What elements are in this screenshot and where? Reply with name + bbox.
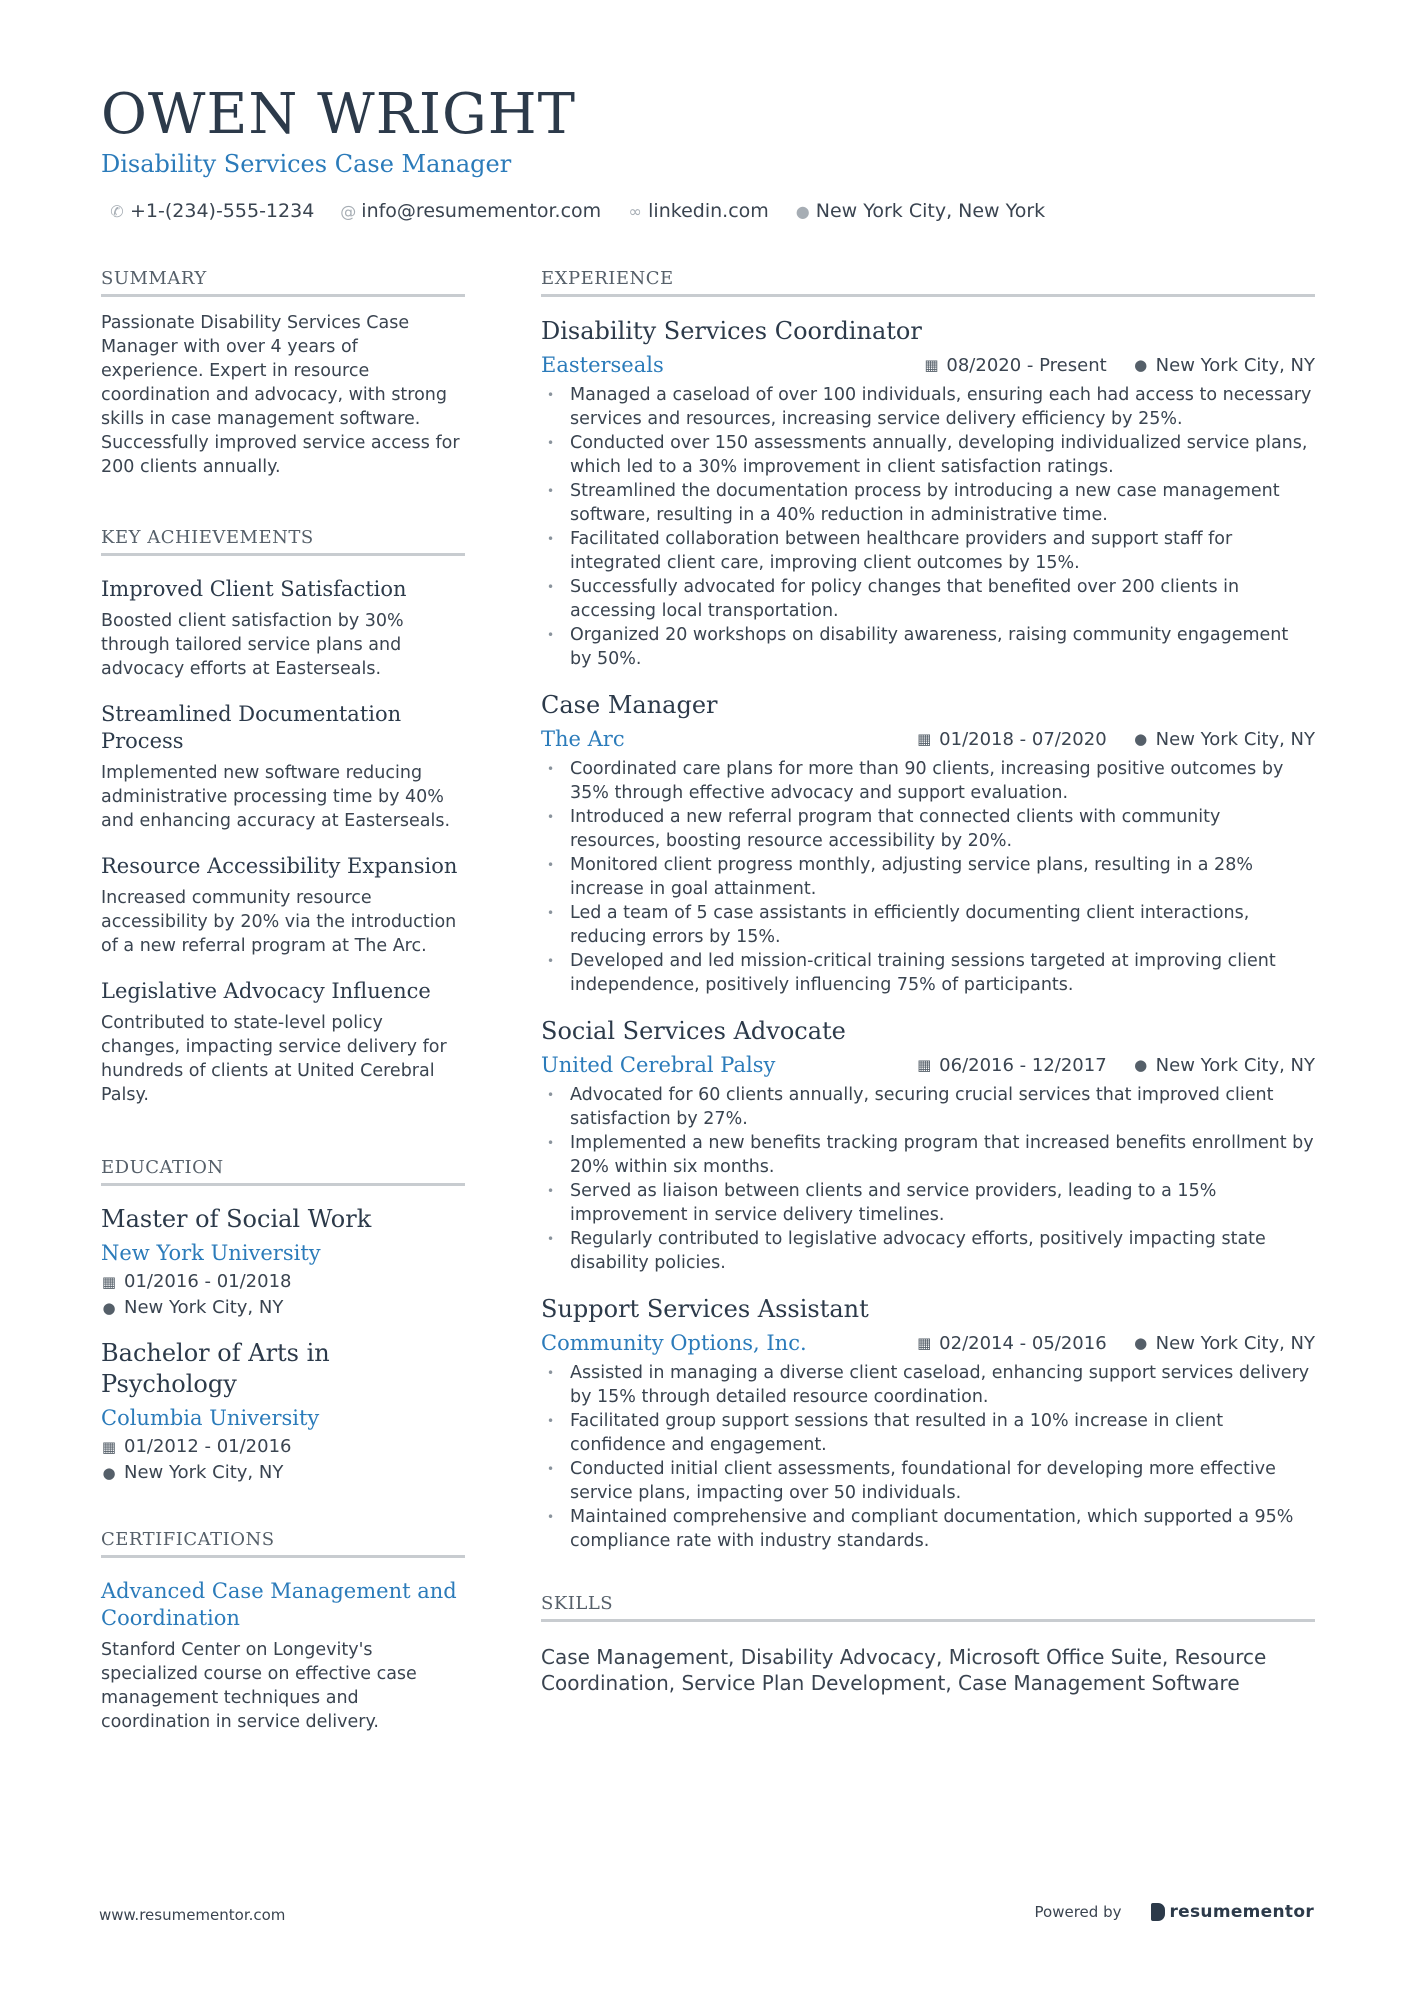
list-item: • Conducted over 150 assessments annually, developing individualized service plans, which led to a 30% improvement in client satisfaction ratings.: [541, 431, 1315, 479]
job-location: [1133, 729, 1315, 750]
job-title: Case Manager: [541, 691, 718, 719]
achievement-item: [101, 576, 465, 681]
contact-email[interactable]: [340, 200, 601, 222]
job-entry: [541, 1293, 1315, 1553]
list-item: • Managed a caseload of over 100 individuals, ensuring each had access to necessary services and resources, increasing service delivery efficiency by 25%.: [541, 383, 1315, 431]
list-item: • Assisted in managing a diverse client caseload, enhancing support services delivery by 15% through detailed resource coordination.: [541, 1361, 1315, 1409]
summary-section: [101, 268, 465, 479]
achievement-item: [101, 978, 465, 1107]
location-text: New York City, NY: [124, 1462, 284, 1483]
candidate-title: Disability Services Case Manager: [101, 150, 512, 178]
job-bullets: [541, 383, 1315, 671]
achievement-title: Legislative Advocacy Influence: [101, 979, 431, 1003]
achievement-title: Streamlined Documentation Process: [101, 702, 402, 753]
map-pin-icon: ●: [1134, 1056, 1148, 1074]
footer-website[interactable]: www.resumementor.com: [99, 1906, 286, 1924]
dates-text: 01/2018 - 07/2020: [939, 728, 1107, 750]
phone-icon: ✆: [110, 201, 124, 221]
school-name: Columbia University: [101, 1406, 320, 1430]
education-item: [101, 1204, 465, 1320]
location-text: New York City, NY: [1155, 1332, 1315, 1354]
achievement-text: Boosted client satisfaction by 30% through tailored service plans and advocacy efforts at Easterseals.: [101, 611, 404, 679]
education-dates: [101, 1435, 465, 1459]
brand-logo[interactable]: [1151, 1902, 1314, 1922]
experience-section: [541, 268, 1315, 1553]
map-pin-icon: ●: [1134, 356, 1148, 374]
list-item: • Facilitated collaboration between healthcare providers and support staff for integrated client care, improving client outcomes by 15%.: [541, 527, 1315, 575]
list-item: • Led a team of 5 case assistants in efficiently documenting client interactions, reducing errors by 15%.: [541, 901, 1315, 949]
location-text: New York City, NY: [1155, 728, 1315, 750]
map-pin-icon: ●: [102, 1464, 116, 1482]
job-location: [1133, 1055, 1315, 1076]
list-item: • Maintained comprehensive and compliant documentation, which supported a 95% compliance rate with industry standards.: [541, 1505, 1315, 1553]
degree-name: Bachelor of Arts in Psychology: [101, 1339, 330, 1398]
location-text: New York City, NY: [124, 1297, 284, 1318]
job-dates: [916, 1333, 1107, 1354]
job-row: [541, 1329, 1315, 1357]
link-icon: ∞: [628, 201, 642, 221]
calendar-icon: ▦: [924, 356, 939, 374]
job-title: Disability Services Coordinator: [541, 317, 922, 345]
calendar-icon: ▦: [917, 730, 932, 748]
job-company: Community Options, Inc.: [541, 1331, 807, 1355]
education-section: [101, 1157, 465, 1485]
calendar-icon: ▦: [101, 1438, 117, 1456]
certifications-heading: CERTIFICATIONS: [101, 1529, 465, 1558]
job-company: Easterseals: [541, 353, 664, 377]
dates-text: 08/2020 - Present: [946, 354, 1107, 376]
map-pin-icon: ●: [102, 1299, 116, 1317]
job-dates: [916, 1055, 1107, 1076]
job-row: [541, 725, 1315, 753]
job-company: The Arc: [541, 727, 625, 751]
job-dates: [916, 729, 1107, 750]
job-row: [541, 1051, 1315, 1079]
achievement-title: Resource Accessibility Expansion: [101, 854, 458, 878]
job-dates: [923, 355, 1106, 376]
summary-heading: SUMMARY: [101, 268, 465, 297]
list-item: • Served as liaison between clients and service providers, leading to a 15% improvement in service delivery timelines.: [541, 1179, 1315, 1227]
job-company: United Cerebral Palsy: [541, 1053, 776, 1077]
skills-text: Case Management, Disability Advocacy, Microsoft Office Suite, Resource Coordination, Service Plan Development, Case Management Software: [541, 1645, 1267, 1695]
summary-text: Passionate Disability Services Case Manager with over 4 years of experience. Expert in resource coordination and advocacy, with strong skills in case management software. Successfully improved service access for 200 clients annually.: [101, 313, 460, 477]
certification-title: Advanced Case Management and Coordination: [101, 1579, 457, 1630]
calendar-icon: ▦: [917, 1056, 932, 1074]
degree-name: Master of Social Work: [101, 1205, 372, 1233]
list-item: • Conducted initial client assessments, foundational for developing more effective service plans, impacting over 50 individuals.: [541, 1457, 1315, 1505]
education-heading: EDUCATION: [101, 1157, 465, 1186]
job-bullets: [541, 757, 1315, 997]
contact-phone: [109, 200, 314, 222]
candidate-name: OWEN WRIGHT: [101, 82, 576, 147]
contact-bar: [109, 200, 1045, 222]
right-column: [541, 268, 1315, 1696]
job-title: Support Services Assistant: [541, 1295, 869, 1323]
skills-section: [541, 1593, 1315, 1696]
job-entry: [541, 1015, 1315, 1275]
location-text: New York City, NY: [1155, 1054, 1315, 1076]
education-location: [101, 1296, 465, 1320]
achievement-text: Increased community resource accessibility by 20% via the introduction of a new referral program at The Arc.: [101, 888, 457, 956]
map-pin-icon: ●: [1134, 1334, 1148, 1352]
job-row: [541, 351, 1315, 379]
phone-text: +1-(234)-555-1234: [130, 200, 315, 222]
footer-powered: [1035, 1902, 1314, 1922]
achievements-heading: KEY ACHIEVEMENTS: [101, 527, 465, 556]
list-item: • Regularly contributed to legislative advocacy efforts, positively impacting state disability policies.: [541, 1227, 1315, 1275]
achievement-title: Improved Client Satisfaction: [101, 577, 407, 601]
map-pin-icon: ●: [1134, 730, 1148, 748]
job-location: [1133, 355, 1315, 376]
achievements-section: [101, 527, 465, 1107]
brand-mark-icon: [1151, 1903, 1165, 1921]
email-text[interactable]: info@resumementor.com: [361, 200, 602, 222]
school-name: New York University: [101, 1241, 321, 1265]
job-entry: [541, 315, 1315, 671]
list-item: • Successfully advocated for policy changes that benefited over 200 clients in accessing local transportation.: [541, 575, 1315, 623]
list-item: • Developed and led mission-critical training sessions targeted at improving client independence, positively influencing 75% of participants.: [541, 949, 1315, 997]
at-icon: @: [340, 201, 357, 221]
job-meta: [916, 1333, 1315, 1354]
education-location: [101, 1461, 465, 1485]
contact-location: [795, 200, 1045, 222]
list-item: • Monitored client progress monthly, adjusting service plans, resulting in a 28% increase in goal attainment.: [541, 853, 1315, 901]
list-item: • Implemented a new benefits tracking program that increased benefits enrollment by 20% within six months.: [541, 1131, 1315, 1179]
powered-by-label: Powered by: [1034, 1903, 1122, 1921]
list-item: • Coordinated care plans for more than 90 clients, increasing positive outcomes by 35% through effective advocacy and support evaluation.: [541, 757, 1315, 805]
job-location: [1133, 1333, 1315, 1354]
job-title: Social Services Advocate: [541, 1017, 846, 1045]
list-item: • Facilitated group support sessions that resulted in a 10% increase in client confidence and engagement.: [541, 1409, 1315, 1457]
job-meta: [923, 355, 1315, 376]
contact-linkedin[interactable]: [627, 200, 769, 222]
location-text: New York City, NY: [1155, 354, 1315, 376]
dates-text: 01/2012 - 01/2016: [124, 1436, 292, 1457]
brand-name: resumementor: [1169, 1902, 1314, 1922]
job-entry: [541, 689, 1315, 997]
education-item: [101, 1338, 465, 1485]
list-item: • Introduced a new referral program that connected clients with community resources, boosting resource accessibility by 20%.: [541, 805, 1315, 853]
calendar-icon: ▦: [917, 1334, 932, 1352]
achievement-item: [101, 853, 465, 958]
linkedin-text[interactable]: linkedin.com: [648, 200, 769, 222]
map-pin-icon: ●: [795, 201, 810, 221]
list-item: • Advocated for 60 clients annually, securing crucial services that improved client satisfaction by 27%.: [541, 1083, 1315, 1131]
experience-heading: EXPERIENCE: [541, 268, 1315, 297]
job-bullets: [541, 1083, 1315, 1275]
achievement-item: [101, 701, 465, 833]
dates-text: 06/2016 - 12/2017: [939, 1054, 1107, 1076]
list-item: • Streamlined the documentation process by introducing a new case management software, resulting in a 40% reduction in administrative time.: [541, 479, 1315, 527]
education-dates: [101, 1270, 465, 1294]
job-meta: [916, 1055, 1315, 1076]
achievement-text: Implemented new software reducing administrative processing time by 40% and enhancing accuracy at Easterseals.: [101, 763, 451, 831]
calendar-icon: ▦: [101, 1273, 117, 1291]
dates-text: 02/2014 - 05/2016: [939, 1332, 1107, 1354]
certifications-section: [101, 1529, 465, 1734]
achievement-text: Contributed to state-level policy changes, impacting service delivery for hundreds of clients at United Cerebral Palsy.: [101, 1013, 447, 1105]
job-meta: [916, 729, 1315, 750]
list-item: • Organized 20 workshops on disability awareness, raising community engagement by 50%.: [541, 623, 1315, 671]
skills-heading: SKILLS: [541, 1593, 1315, 1622]
left-column: [101, 268, 465, 1734]
location-text: New York City, New York: [815, 200, 1046, 222]
job-bullets: [541, 1361, 1315, 1553]
dates-text: 01/2016 - 01/2018: [124, 1271, 292, 1292]
certification-text: Stanford Center on Longevity's specialized course on effective case management techniques and coordination in service delivery.: [101, 1640, 417, 1732]
